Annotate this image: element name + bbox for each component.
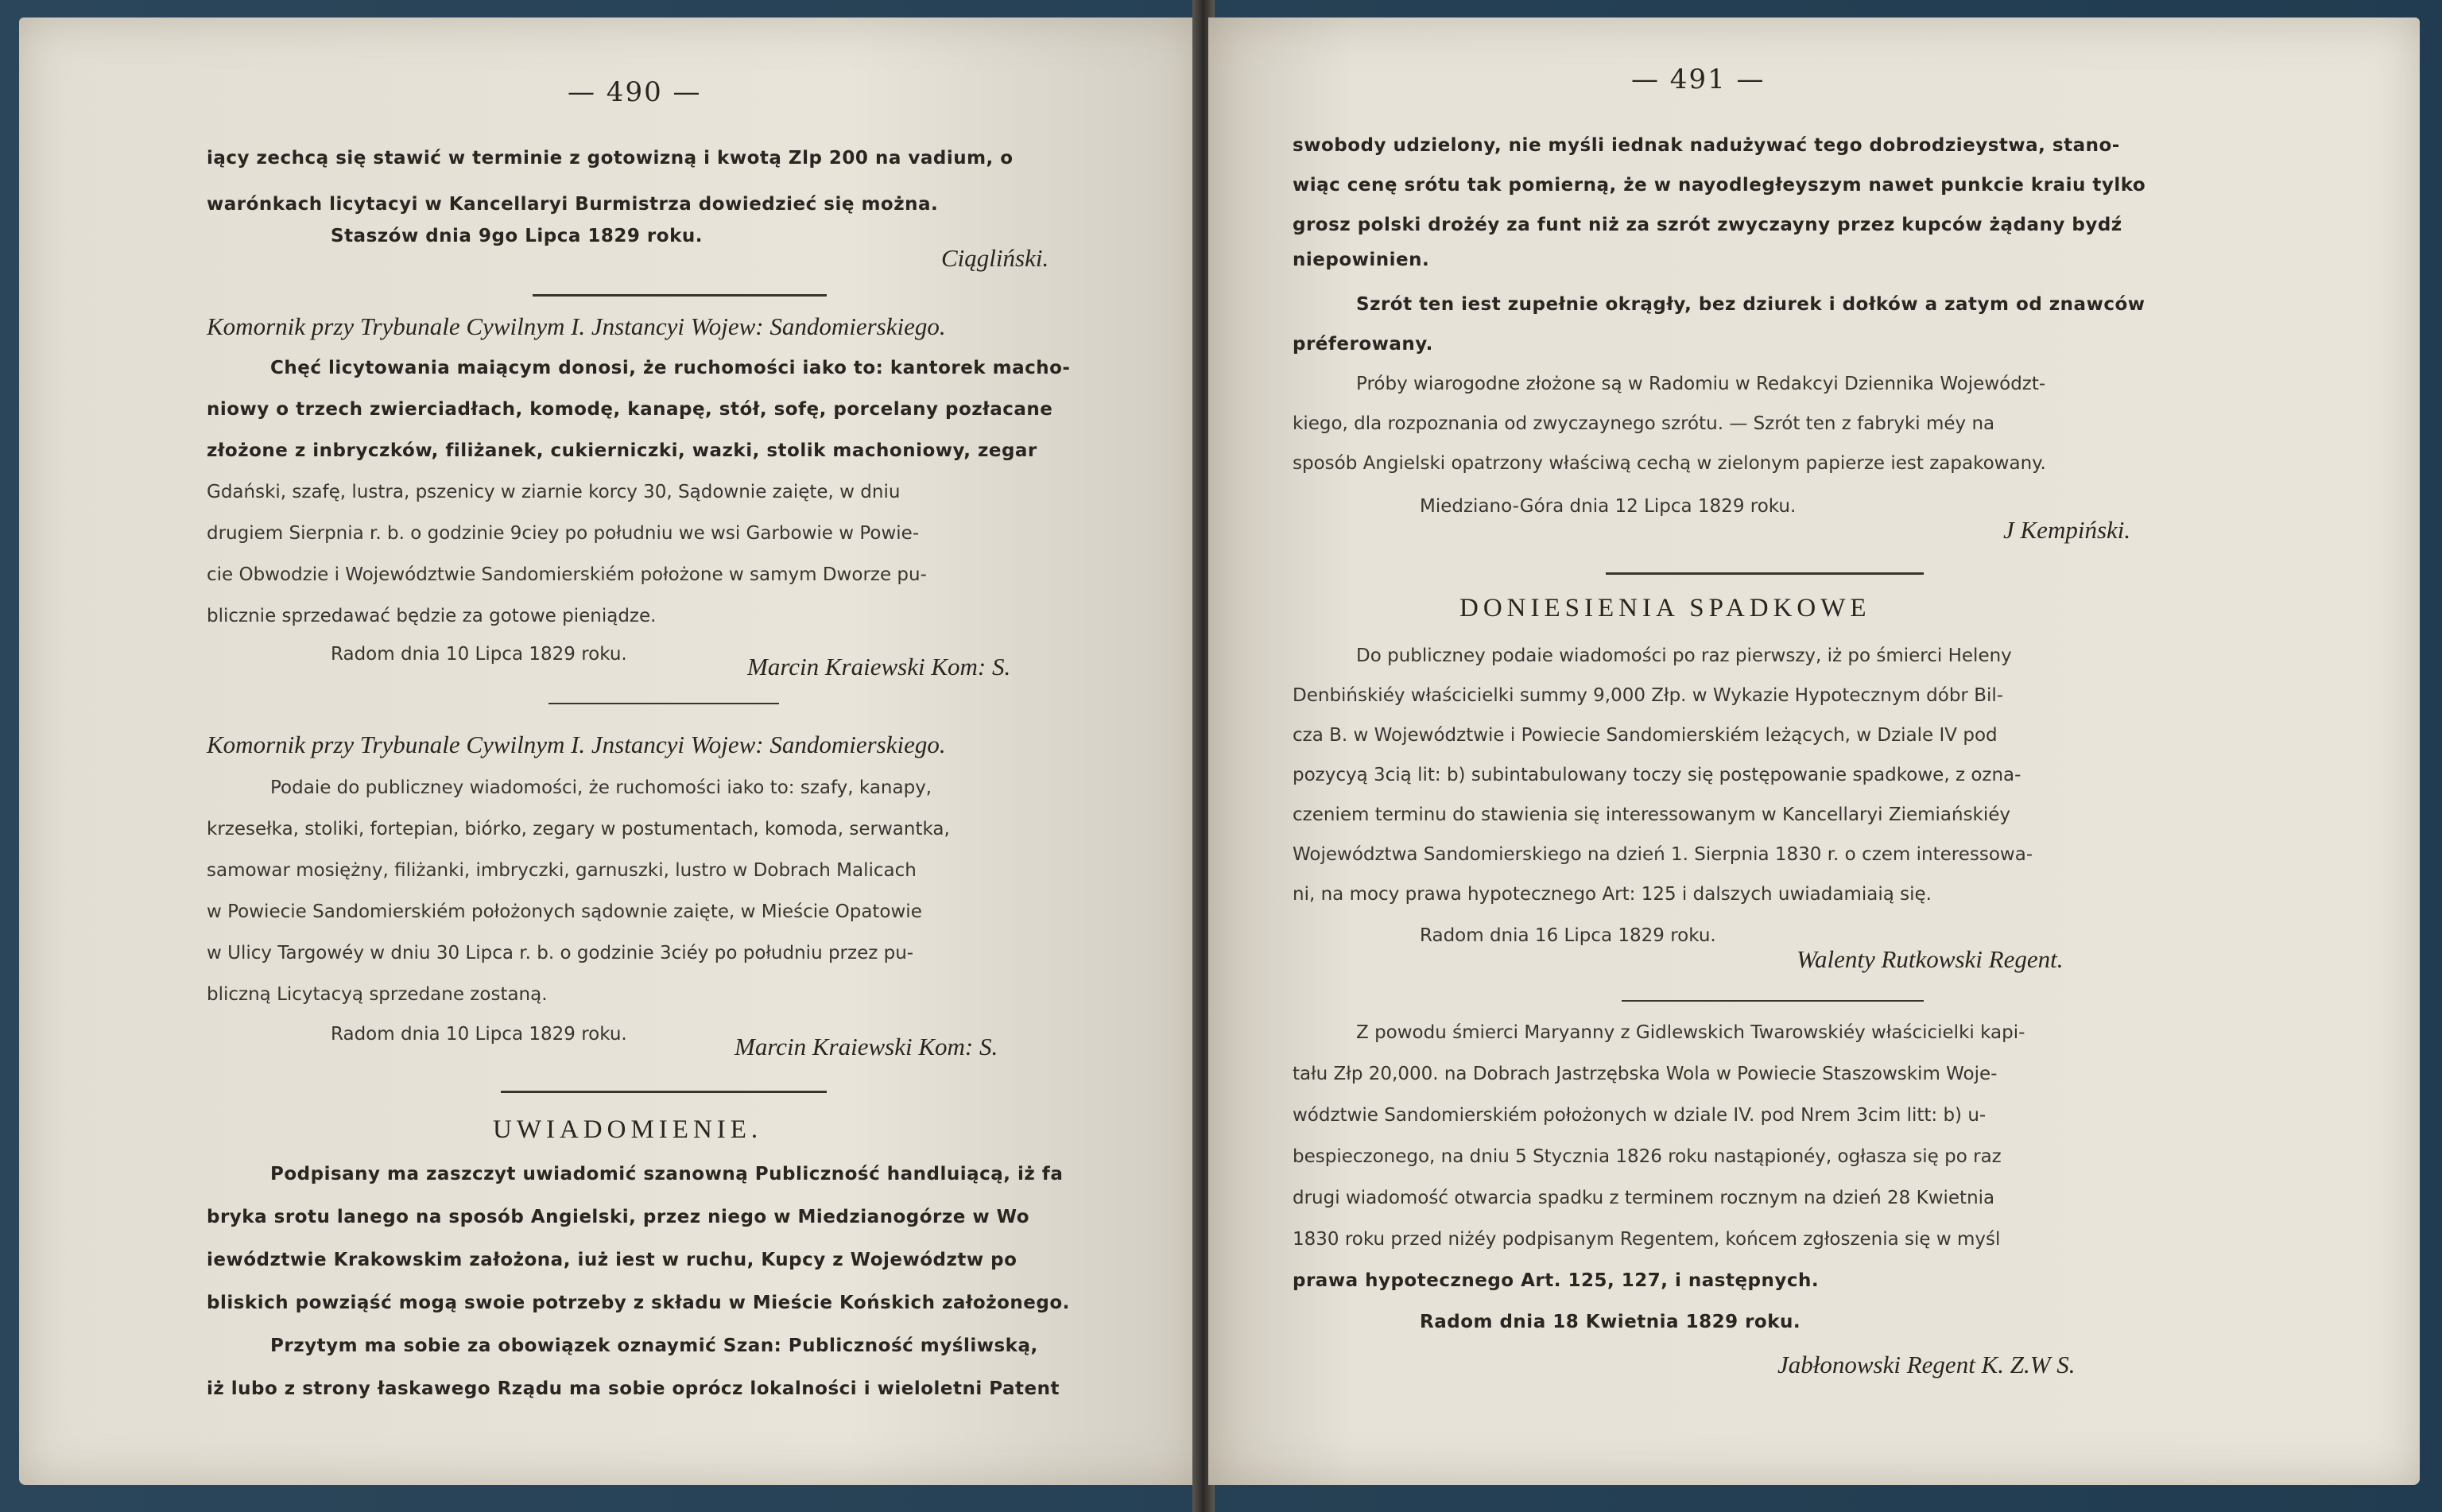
text-line: Województwa Sandomierskiego na dzień 1. Sierpnia 1830 r. o czem interessowa- <box>1293 844 2033 865</box>
signature: Marcin Kraiewski Kom: S. <box>735 1033 998 1060</box>
text-line: Do publiczney podaie wiadomości po raz pierwszy, iż po śmierci Heleny <box>1356 646 2012 666</box>
text-line: krzesełka, stoliki, fortepian, biórko, zegary w postumentach, komoda, serwantka, <box>207 819 950 839</box>
date-line: Radom dnia 10 Lipca 1829 roku. <box>331 644 627 665</box>
text-line: 1830 roku przed niżéy podpisanym Regentem, końcem zgłoszenia się w myśl <box>1293 1229 2001 1250</box>
text-line: w Ulicy Targowéy w dniu 30 Lipca r. b. o godzinie 3ciéy po południu przez pu- <box>207 943 914 963</box>
text-line: niepowinien. <box>1293 250 1430 270</box>
text-line: Szrót ten iest zupełnie okrągły, bez dziurek i dołków a zatym od znawców <box>1356 294 2145 315</box>
separator-rule <box>533 294 827 297</box>
signature: J Kempiński. <box>2003 516 2131 544</box>
text-line: blicznie sprzedawać będzie za gotowe pieniądze. <box>207 606 657 626</box>
text-line: iący zechcą się stawić w terminie z gotowizną i kwotą Zlp 200 na vadium, o <box>207 148 1014 169</box>
text-line: samowar mosiężny, filiżanki, imbryczki, garnuszki, lustro w Dobrach Malicach <box>207 860 917 881</box>
text-line: Z powodu śmierci Maryanny z Gidlewskich Twarowskiéy właścicielki kapi- <box>1356 1022 2025 1043</box>
text-line: cza B. w Województwie i Powiecie Sandomierskiém leżących, w Dziale IV pod <box>1293 725 1998 746</box>
date-line: Radom dnia 18 Kwietnia 1829 roku. <box>1420 1312 1801 1332</box>
text-line: czeniem terminu do stawienia się interessowanym w Kancellaryi Ziemiańskiéy <box>1293 804 2011 825</box>
left-page <box>19 17 1202 1485</box>
section-title: DONIESIENIA SPADKOWE <box>1459 594 1871 622</box>
text-line: drugi wiadomość otwarcia spadku z terminem rocznym na dzień 28 Kwietnia <box>1293 1188 1995 1208</box>
signature: Jabłonowski Regent K. Z.W S. <box>1777 1351 2076 1378</box>
text-line: ni, na mocy prawa hypotecznego Art: 125 i dalszych uwiadamiaią się. <box>1293 884 1932 905</box>
text-line: bespieczonego, na dniu 5 Stycznia 1826 roku nastąpionéy, ogłasza się po raz <box>1293 1146 2002 1167</box>
page-number: — 490 — <box>568 76 702 108</box>
signature: Walenty Rutkowski Regent. <box>1797 945 2064 973</box>
text-line: sposób Angielski opatrzony właściwą cechą w zielonym papierze iest zapakowany. <box>1293 453 2046 474</box>
text-line: prawa hypotecznego Art. 125, 127, i następnych. <box>1293 1270 1820 1291</box>
date-line: Radom dnia 10 Lipca 1829 roku. <box>331 1024 627 1045</box>
text-line: iewództwie Krakowskim założona, iuż iest w ruchu, Kupcy z Województw po <box>207 1250 1018 1270</box>
text-line: Podaie do publiczney wiadomości, że ruchomości iako to: szafy, kanapy, <box>270 777 932 798</box>
separator-rule <box>501 1091 827 1093</box>
text-line: Chęć licytowania maiącym donosi, że ruchomości iako to: kantorek macho- <box>270 358 1071 378</box>
text-line: warónkach licytacyi w Kancellaryi Burmistrza dowiedzieć się można. <box>207 194 939 215</box>
text-line: Gdański, szafę, lustra, pszenicy w ziarnie korcy 30, Sądownie zaięte, w dniu <box>207 482 901 502</box>
text-line: bryka srotu lanego na sposób Angielski, przez niego w Miedzianogórze w Wo <box>207 1207 1030 1227</box>
text-line: drugiem Sierpnia r. b. o godzinie 9ciey po południu we wsi Garbowie w Powie- <box>207 523 920 544</box>
text-line: cie Obwodzie i Województwie Sandomierskiém położone w samym Dworze pu- <box>207 564 927 585</box>
text-line: swobody udzielony, nie myśli iednak nadużywać tego dobrodzieystwa, stano- <box>1293 135 2120 156</box>
separator-rule <box>548 703 779 704</box>
signature: Ciągliński. <box>941 244 1049 272</box>
section-title: UWIADOMIENIE. <box>493 1115 763 1144</box>
text-line: Podpisany ma zaszczyt uwiadomić szanowną Publiczność handluiącą, iż fa <box>270 1164 1064 1184</box>
text-line: niowy o trzech zwierciadłach, komodę, kanapę, stół, sofę, porcelany pozłacane <box>207 399 1053 420</box>
text-line: Przytym ma sobie za obowiązek oznaymić Szan: Publiczność myśliwską, <box>270 1336 1038 1356</box>
notice-heading: Komornik przy Trybunale Cywilnym I. Jnstancyi Wojew: Sandomierskiego. <box>207 731 946 758</box>
text-line: bliczną Licytacyą sprzedane zostaną. <box>207 984 548 1005</box>
separator-rule <box>1606 572 1924 575</box>
text-line: Denbińskiéy właścicielki summy 9,000 Złp. w Wykazie Hypotecznym dóbr Bil- <box>1293 685 2004 706</box>
date-line: Miedziano-Góra dnia 12 Lipca 1829 roku. <box>1420 496 1797 517</box>
text-line: bliskich powziąść mogą swoie potrzeby z składu w Mieście Końskich założonego. <box>207 1293 1070 1313</box>
text-line: wiąc cenę srótu tak pomierną, że w nayodległeyszym nawet punkcie kraiu tylko <box>1293 175 2146 196</box>
notice-heading: Komornik przy Trybunale Cywilnym I. Jnstancyi Wojew: Sandomierskiego. <box>207 312 946 340</box>
signature: Marcin Kraiewski Kom: S. <box>747 653 1011 680</box>
right-page <box>1208 17 2420 1485</box>
separator-rule <box>1622 1000 1924 1002</box>
text-line: kiego, dla rozpoznania od zwyczaynego szrótu. — Szrót ten z fabryki méy na <box>1293 413 1995 434</box>
text-line: Próby wiarogodne złożone są w Radomiu w Redakcyi Dziennika Województ- <box>1356 374 2046 394</box>
text-line: wództwie Sandomierskiém położonych w dziale IV. pod Nrem 3cim litt: b) u- <box>1293 1105 1987 1126</box>
text-line: złożone z inbryczków, filiżanek, cukierniczki, wazki, stolik machoniowy, zegar <box>207 440 1037 461</box>
text-line: grosz polski drożéy za funt niż za szrót zwyczayny przez kupców żądany bydź <box>1293 215 2122 235</box>
date-line: Staszów dnia 9go Lipca 1829 roku. <box>331 226 703 246</box>
date-line: Radom dnia 16 Lipca 1829 roku. <box>1420 925 1716 946</box>
text-line: tału Złp 20,000. na Dobrach Jastrzębska Wola w Powiecie Staszowskim Woje- <box>1293 1064 1998 1084</box>
text-line: w Powiecie Sandomierskiém położonych sądownie zaięte, w Mieście Opatowie <box>207 901 922 922</box>
page-number: — 491 — <box>1631 64 1766 95</box>
text-line: iż lubo z strony łaskawego Rządu ma sobie oprócz lokalności i wieloletni Patent <box>207 1378 1060 1399</box>
text-line: pozycyą 3cią lit: b) subintabulowany toczy się postępowanie spadkowe, z ozna- <box>1293 765 2021 785</box>
text-line: préferowany. <box>1293 334 1433 355</box>
